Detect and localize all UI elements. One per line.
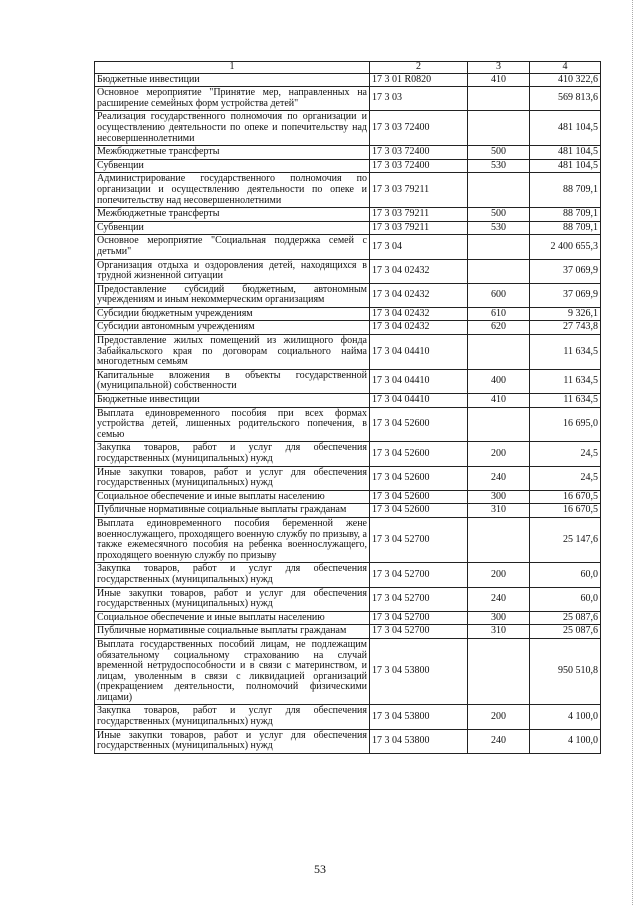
cell-amount: 11 634,5 [530,394,601,408]
cell-code: 17 3 04 52700 [370,611,468,625]
cell-code: 17 3 04 52600 [370,466,468,490]
cell-name: Социальное обеспечение и иные выплаты населению [95,490,370,504]
cell-name: Бюджетные инвестиции [95,73,370,87]
cell-amount: 24,5 [530,466,601,490]
cell-code: 17 3 04 04410 [370,369,468,393]
cell-code: 17 3 04 52700 [370,625,468,639]
page-number: 53 [314,862,326,876]
cell-expense-type: 500 [468,208,530,222]
cell-expense-type: 500 [468,146,530,160]
cell-name: Межбюджетные трансферты [95,208,370,222]
cell-amount: 569 813,6 [530,87,601,111]
cell-name: Основное мероприятие "Социальная поддержка семей с детьми" [95,235,370,259]
table-row [95,611,601,625]
cell-expense-type [468,173,530,208]
cell-name: Межбюджетные трансферты [95,146,370,160]
cell-code: 17 3 04 52700 [370,517,468,562]
cell-expense-type: 300 [468,490,530,504]
cell-code: 17 3 03 79211 [370,208,468,222]
cell-name: Предоставление субсидий бюджетным, автономным учреждениям и иным некоммерческим организациям [95,283,370,307]
cell-name: Основное мероприятие "Принятие мер, направленных на расширение семейных форм устройства детей" [95,87,370,111]
cell-name: Субвенции [95,221,370,235]
cell-name: Бюджетные инвестиции [95,394,370,408]
cell-name: Закупка товаров, работ и услуг для обеспечения государственных (муниципальных) нужд [95,705,370,729]
cell-expense-type: 240 [468,466,530,490]
cell-expense-type: 300 [468,611,530,625]
cell-expense-type: 410 [468,394,530,408]
cell-code: 17 3 03 72400 [370,159,468,173]
cell-expense-type [468,235,530,259]
cell-name: Иные закупки товаров, работ и услуг для обеспечения государственных (муниципальных) нужд [95,587,370,611]
cell-code: 17 3 03 72400 [370,146,468,160]
cell-expense-type: 200 [468,563,530,587]
cell-name: Социальное обеспечение и иные выплаты населению [95,611,370,625]
cell-code: 17 3 03 72400 [370,111,468,146]
table-row [95,587,601,611]
cell-name: Закупка товаров, работ и услуг для обеспечения государственных (муниципальных) нужд [95,442,370,466]
table-row [95,466,601,490]
cell-name: Субсидии бюджетным учреждениям [95,307,370,321]
cell-expense-type [468,259,530,283]
table-row [95,307,601,321]
table-row [95,407,601,442]
cell-name: Иные закупки товаров, работ и услуг для обеспечения государственных (муниципальных) нужд [95,466,370,490]
table-row [95,146,601,160]
cell-code: 17 3 04 52700 [370,587,468,611]
cell-code: 17 3 04 [370,235,468,259]
table-row [95,87,601,111]
table-row [95,73,601,87]
cell-amount: 11 634,5 [530,335,601,370]
cell-code: 17 3 04 02432 [370,307,468,321]
cell-expense-type: 200 [468,705,530,729]
table-row [95,394,601,408]
cell-amount: 88 709,1 [530,208,601,222]
cell-name: Закупка товаров, работ и услуг для обеспечения государственных (муниципальных) нужд [95,563,370,587]
cell-code: 17 3 01 R0820 [370,73,468,87]
page-edge [632,0,634,905]
header-row [95,62,601,74]
table-row [95,563,601,587]
table-row [95,638,601,705]
cell-code: 17 3 04 02432 [370,259,468,283]
cell-code: 17 3 04 52600 [370,442,468,466]
cell-name: Публичные нормативные социальные выплаты гражданам [95,504,370,518]
cell-amount: 25 087,6 [530,611,601,625]
cell-name: Субвенции [95,159,370,173]
cell-amount: 24,5 [530,442,601,466]
cell-expense-type: 530 [468,159,530,173]
cell-expense-type [468,335,530,370]
cell-amount: 37 069,9 [530,259,601,283]
cell-name: Организация отдыха и оздоровления детей, находящихся в трудной жизненной ситуации [95,259,370,283]
cell-name: Публичные нормативные социальные выплаты гражданам [95,625,370,639]
table-body [95,73,601,753]
table-row [95,335,601,370]
table-row [95,705,601,729]
cell-amount: 9 326,1 [530,307,601,321]
table-row [95,504,601,518]
table-row [95,625,601,639]
cell-amount: 4 100,0 [530,729,601,753]
cell-expense-type [468,111,530,146]
cell-code: 17 3 04 53800 [370,729,468,753]
table-row [95,490,601,504]
cell-amount: 88 709,1 [530,173,601,208]
budget-table [94,61,601,754]
cell-amount: 25 087,6 [530,625,601,639]
cell-amount: 25 147,6 [530,517,601,562]
cell-expense-type: 240 [468,729,530,753]
cell-expense-type: 240 [468,587,530,611]
table-row [95,208,601,222]
cell-amount: 88 709,1 [530,221,601,235]
cell-code: 17 3 04 53800 [370,705,468,729]
cell-expense-type [468,407,530,442]
cell-code: 17 3 03 79211 [370,173,468,208]
header-cell-code: 2 [370,62,468,74]
cell-amount: 16 670,5 [530,504,601,518]
cell-code: 17 3 04 02432 [370,283,468,307]
table-row [95,283,601,307]
cell-expense-type: 620 [468,321,530,335]
cell-name: Иные закупки товаров, работ и услуг для обеспечения государственных (муниципальных) нужд [95,729,370,753]
cell-name: Выплата государственных пособий лицам, не подлежащим обязательному социальному страхованию на случай временной нетрудоспособности и в связи с материнством, и лицам, уволенным в связи с ликвидацией организаций (прекращением деятельности, полномочий физическими лицами) [95,638,370,705]
cell-amount: 16 670,5 [530,490,601,504]
cell-amount: 60,0 [530,563,601,587]
header-cell-type: 3 [468,62,530,74]
cell-amount: 410 322,6 [530,73,601,87]
cell-amount: 11 634,5 [530,369,601,393]
table-row [95,442,601,466]
header-cell-sum: 4 [530,62,601,74]
cell-name: Предоставление жилых помещений из жилищного фонда Забайкальского края по договорам социального найма многодетным семьям [95,335,370,370]
table-row [95,369,601,393]
cell-code: 17 3 03 [370,87,468,111]
cell-amount: 950 510,8 [530,638,601,705]
cell-expense-type: 410 [468,73,530,87]
table-row [95,159,601,173]
cell-code: 17 3 04 04410 [370,335,468,370]
cell-expense-type: 200 [468,442,530,466]
cell-amount: 481 104,5 [530,159,601,173]
cell-amount: 2 400 655,3 [530,235,601,259]
cell-expense-type [468,87,530,111]
cell-code: 17 3 04 52700 [370,563,468,587]
cell-name: Капитальные вложения в объекты государственной (муниципальной) собственности [95,369,370,393]
table-row [95,259,601,283]
cell-expense-type: 600 [468,283,530,307]
cell-expense-type [468,638,530,705]
cell-code: 17 3 04 02432 [370,321,468,335]
cell-code: 17 3 04 52600 [370,407,468,442]
table-row [95,235,601,259]
cell-amount: 4 100,0 [530,705,601,729]
cell-expense-type: 400 [468,369,530,393]
cell-name: Выплата единовременного пособия беременной жене военнослужащего, проходящего военную службу по призыву, а также ежемесячного пособия на ребенка военнослужащего, проходящего военную службу по призыву [95,517,370,562]
cell-expense-type: 310 [468,504,530,518]
cell-amount: 60,0 [530,587,601,611]
cell-code: 17 3 04 52600 [370,490,468,504]
cell-code: 17 3 04 53800 [370,638,468,705]
cell-name: Выплата единовременного пособия при всех формах устройства детей, лишенных родительского попечения, в семью [95,407,370,442]
cell-amount: 16 695,0 [530,407,601,442]
cell-code: 17 3 04 52600 [370,504,468,518]
table-row [95,517,601,562]
cell-expense-type: 610 [468,307,530,321]
cell-code: 17 3 03 79211 [370,221,468,235]
cell-expense-type: 310 [468,625,530,639]
cell-amount: 27 743,8 [530,321,601,335]
cell-amount: 37 069,9 [530,283,601,307]
cell-amount: 481 104,5 [530,146,601,160]
cell-name: Реализация государственного полномочия по организации и осуществлению деятельности по опеке и попечительству над несовершеннолетними [95,111,370,146]
table-row [95,221,601,235]
table-row [95,321,601,335]
table-row [95,729,601,753]
cell-expense-type: 530 [468,221,530,235]
cell-code: 17 3 04 04410 [370,394,468,408]
table-row [95,173,601,208]
cell-expense-type [468,517,530,562]
header-cell-name: 1 [95,62,370,74]
cell-amount: 481 104,5 [530,111,601,146]
cell-name: Субсидии автономным учреждениям [95,321,370,335]
table-row [95,111,601,146]
cell-name: Администрирование государственного полномочия по организации и осуществлению деятельности по опеке и попечительству над несовершеннолетними [95,173,370,208]
